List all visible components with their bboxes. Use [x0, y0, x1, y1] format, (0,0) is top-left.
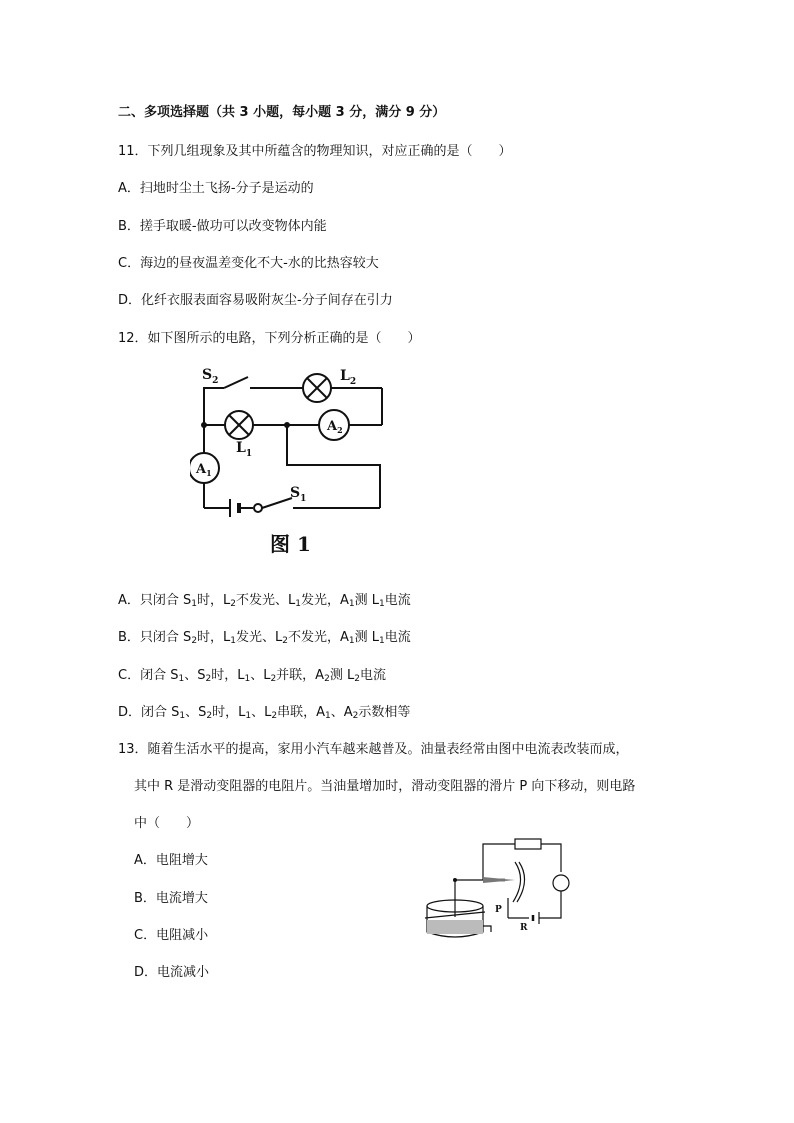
label-s1: $S_1$: [290, 485, 307, 504]
question-12-option-b: B．只闭合 $S_2$时，$L_1$发光、$L_2$不发光，$A_1$测 $L_1$电流: [118, 630, 411, 646]
question-13-option-d: D．电流减小: [134, 965, 210, 980]
junction-center: [284, 422, 290, 428]
label-r: R: [520, 923, 528, 933]
question-11-option-d: D．化纤衣服表面容易吸附灰尘-分子间存在引力: [118, 293, 393, 308]
section-title: 二、多项选择题（共 3 小题，每小题 3 分，满分 9 分）: [118, 105, 446, 120]
question-11-stem: 11．下列几组现象及其中所蕴含的物理知识，对应正确的是（ ）: [118, 144, 512, 159]
resistor-r0: [515, 839, 541, 849]
question-13-stem-line-3: 中（ ）: [134, 816, 200, 831]
float-pivot: [453, 878, 457, 882]
wire-top-left: [204, 388, 224, 425]
switch-s1-contact: [254, 504, 262, 512]
label-a1: $A_1$: [196, 462, 212, 478]
switch-s2-blade: [224, 377, 248, 388]
figure-caption: 图 1: [270, 532, 311, 556]
question-13-option-c: C．电阻减小: [134, 928, 209, 943]
wire-right-top: [541, 844, 561, 872]
wire-top-loop: [483, 844, 515, 880]
question-13-stem-line-2: 其中 R 是滑动变阻器的电阻片。当油量增加时，滑动变阻器的滑片 P 向下移动，则电路: [134, 779, 636, 794]
label-l2: $L_2$: [340, 368, 357, 387]
question-12-option-a: A．只闭合 $S_1$时，$L_2$不发光、$L_1$发光，$A_1$测 $L_1$电流: [118, 593, 411, 609]
question-12-option-c: C．闭合 $S_1$、$S_2$时，$L_1$、$L_2$并联，$A_2$测 $L_2$电流: [118, 668, 386, 684]
junction-left: [201, 422, 207, 428]
label-a2: $A_2$: [327, 419, 343, 435]
wire-right-bottom: [539, 891, 561, 918]
fuel-gauge-meter: [553, 875, 569, 891]
label-s2: $S_2$: [202, 367, 219, 386]
question-11-option-b: B．搓手取暖-做功可以改变物体内能: [118, 219, 327, 234]
label-l1: $L_1$: [236, 440, 253, 459]
variable-resistor-arc: [513, 862, 521, 902]
question-13-stem-line-1: 13．随着生活水平的提高，家用小汽车越来越普及。油量表经常由图中电流表改装而成，: [118, 742, 629, 757]
switch-s1-blade: [262, 498, 292, 508]
fuel-tap: [483, 926, 491, 932]
question-13-option-b: B．电流增大: [134, 891, 208, 906]
fuel-level: [427, 920, 483, 934]
label-p: P: [495, 905, 502, 915]
circuit-diagram-figure-1: [190, 360, 400, 560]
question-12-option-d: D．闭合 $S_1$、$S_2$时，$L_1$、$L_2$串联，$A_1$、$A_2$示数相等: [118, 705, 411, 721]
question-12-stem: 12．如下图所示的电路，下列分析正确的是（ ）: [118, 331, 421, 346]
question-13-option-a: A．电阻增大: [134, 853, 208, 868]
question-11-option-a: A．扫地时尘土飞扬-分子是运动的: [118, 181, 314, 196]
question-11-option-c: C．海边的昼夜温差变化不大-水的比热容较大: [118, 256, 379, 271]
fuel-gauge-circuit-figure: [415, 832, 580, 952]
